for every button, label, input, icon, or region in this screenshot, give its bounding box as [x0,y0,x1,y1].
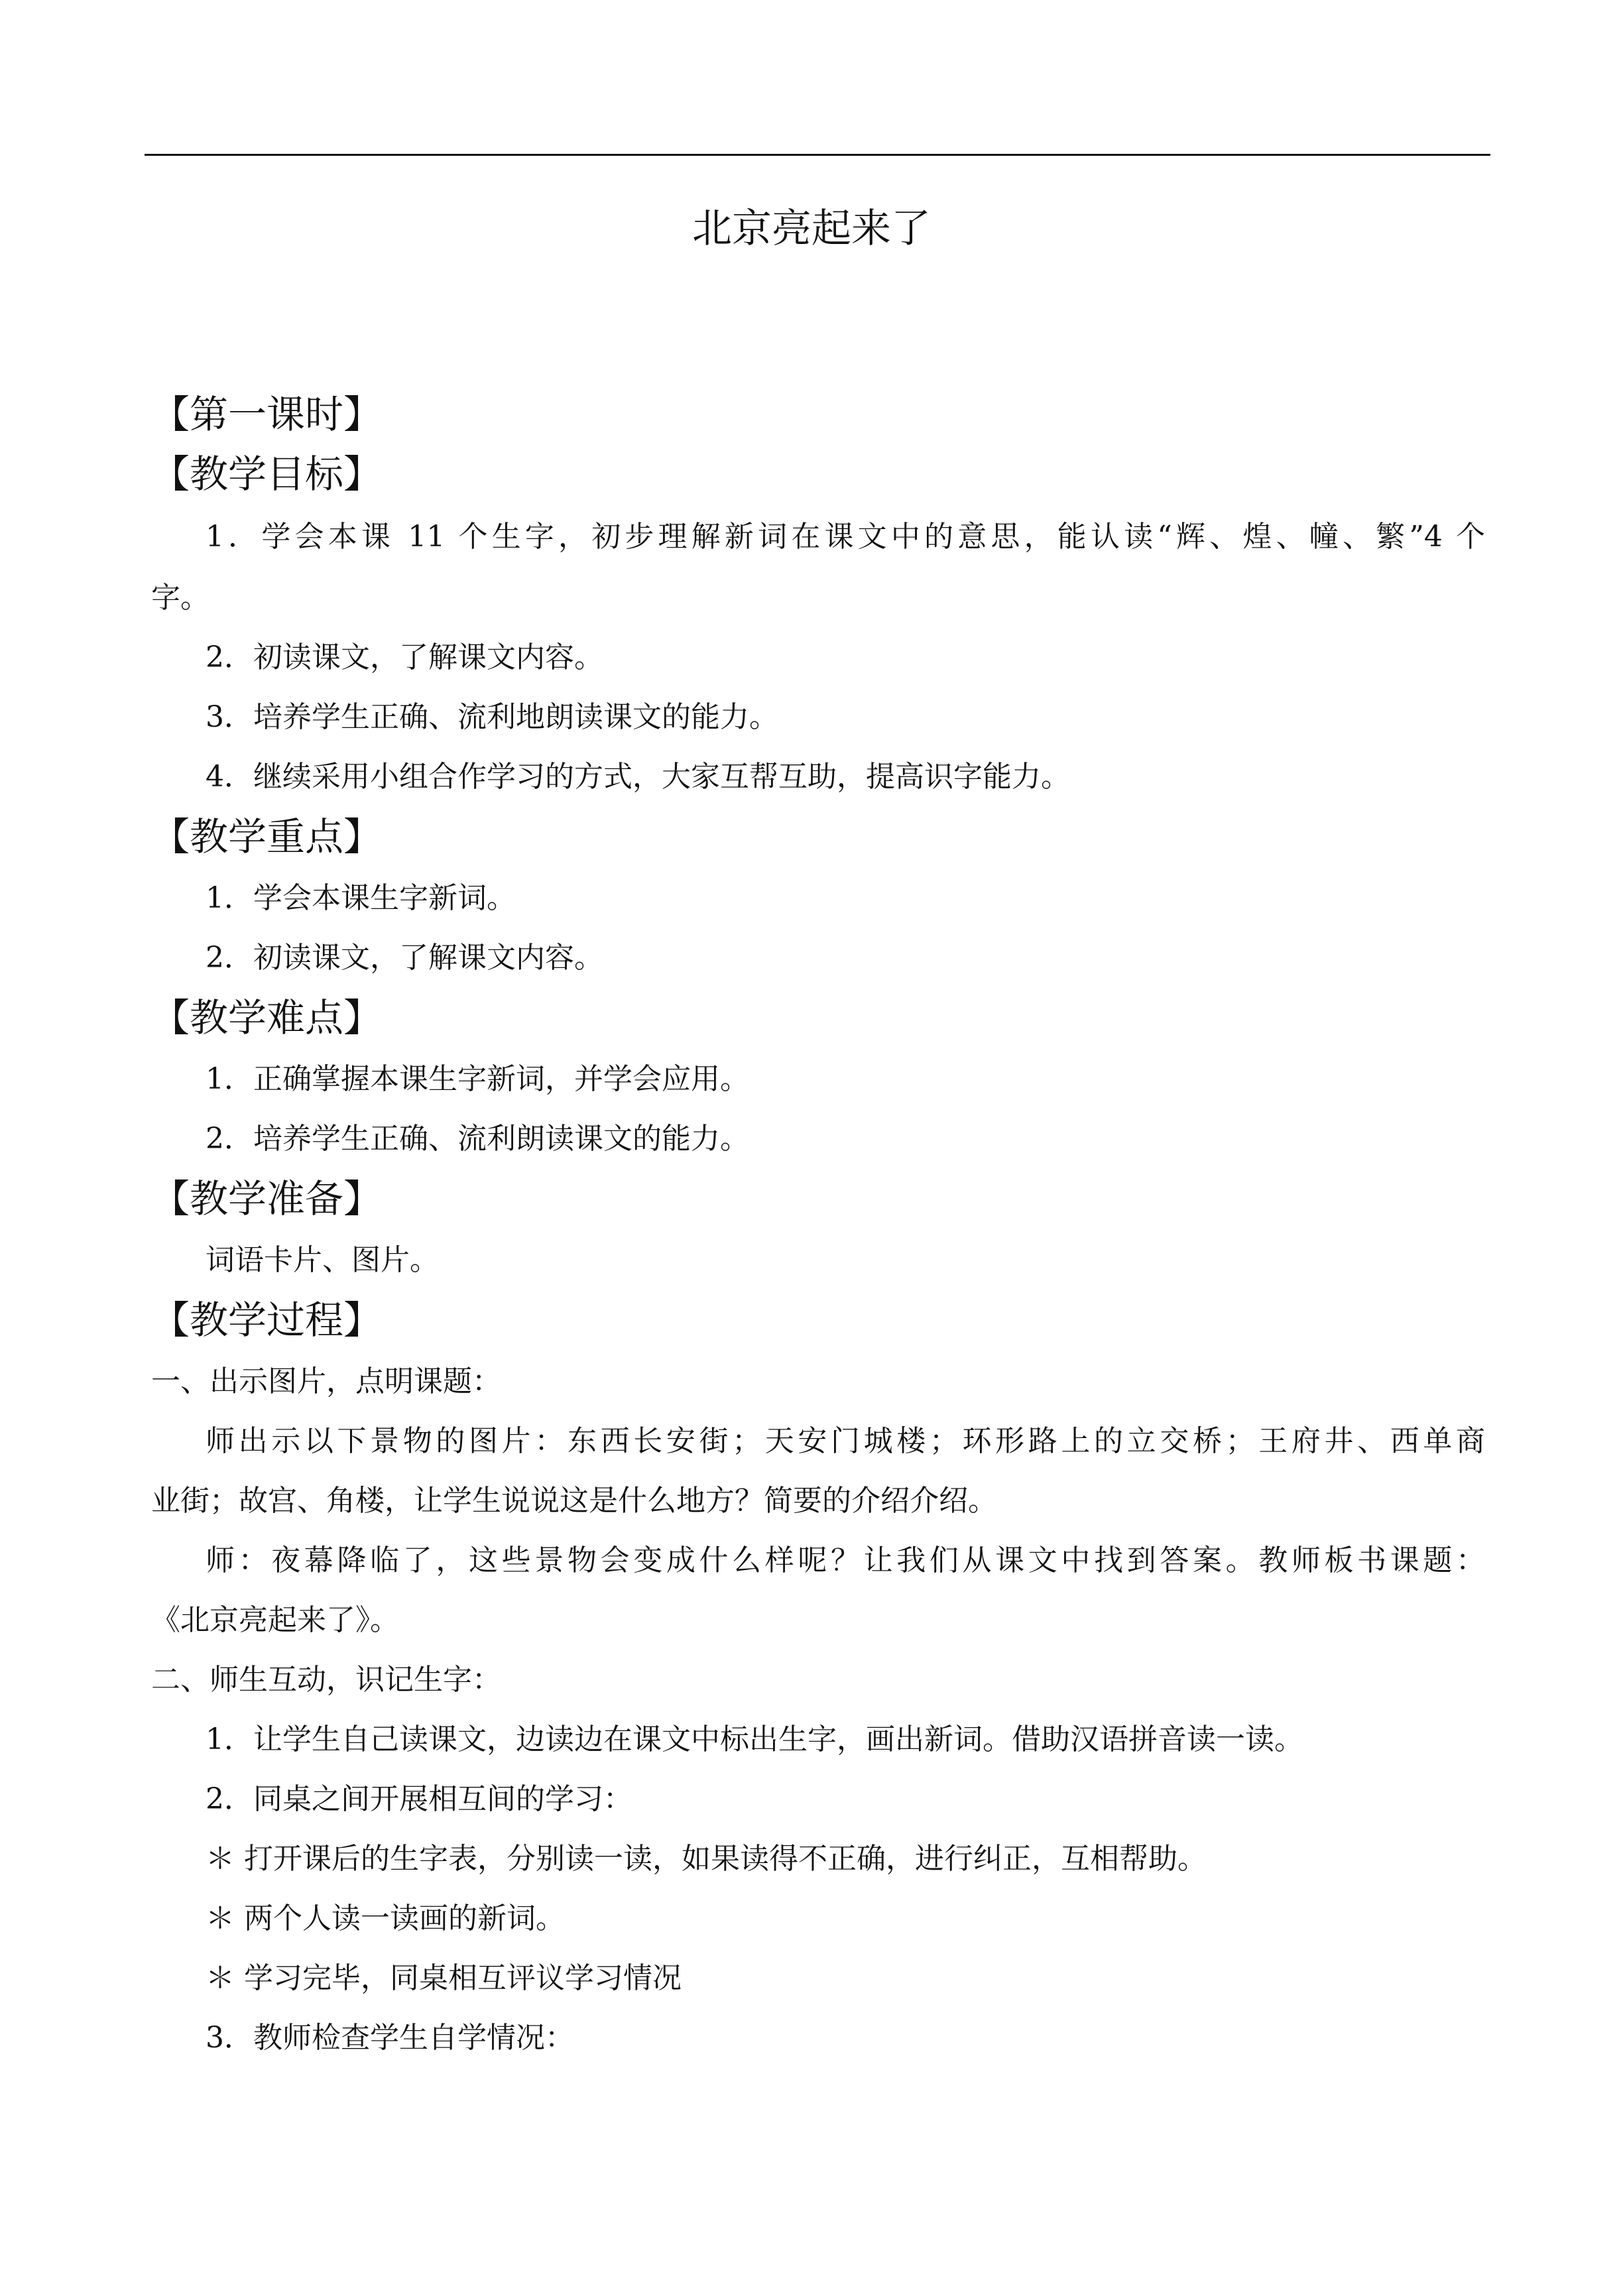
process-step-2-bullet-1: ＊ 打开课后的生字表，分别读一读，如果读得不正确，进行纠正，互相帮助。 [206,1842,1207,1876]
section-difficulties: 【教学难点】 [151,995,383,1040]
goal-1-line-1: 1．学会本课 11 个生字，初步理解新词在课文中的意思，能认读“辉、煌、幢、繁”4 个 [206,520,1485,554]
process-step-1-para-1-line-1: 师出示以下景物的图片：东西长安街；天安门城楼；环形路上的立交桥；王府井、西单商 [206,1424,1485,1458]
process-step-2-item-2: 2．同桌之间开展相互间的学习： [206,1782,632,1816]
section-goals: 【教学目标】 [151,452,383,497]
section-period: 【第一课时】 [151,392,383,437]
goal-4: 4．继续采用小组合作学习的方式，大家互帮互助，提高识字能力。 [206,760,1070,794]
key-point-1: 1．学会本课生字新词。 [206,881,516,915]
process-step-2-bullet-2: ＊ 两个人读一读画的新词。 [206,1902,565,1935]
goal-3: 3．培养学生正确、流利地朗读课文的能力。 [206,700,778,734]
goal-1-line-2: 字。 [151,581,210,615]
process-step-1-title: 一、出示图片，点明课题： [151,1364,501,1398]
process-step-1-para-1-line-2: 业街；故宫、角楼，让学生说说这是什么地方？简要的介绍介绍。 [151,1484,997,1518]
process-step-1-para-2-line-1: 师：夜幕降临了，这些景物会变成什么样呢？让我们从课文中找到答案。教师板书课题： [206,1543,1485,1577]
goal-2: 2．初读课文，了解课文内容。 [206,640,603,674]
process-step-1-para-2-line-2: 《北京亮起来了》。 [151,1603,399,1637]
page-title: 北京亮起来了 [692,206,931,252]
difficulty-2: 2．培养学生正确、流利朗读课文的能力。 [206,1122,749,1156]
section-preparation: 【教学准备】 [151,1176,383,1221]
process-step-2-item-3: 3．教师检查学生自学情况： [206,2021,574,2055]
section-process: 【教学过程】 [151,1298,383,1343]
process-step-2-item-1: 1．让学生自己读课文，边读边在课文中标出生字，画出新词。借助汉语拼音读一读。 [206,1722,1303,1756]
process-step-2-title: 二、师生互动，识记生字： [151,1663,501,1697]
section-key-points: 【教学重点】 [151,814,383,859]
process-step-2-bullet-3: ＊ 学习完毕，同桌相互评议学习情况 [206,1961,682,1995]
preparation-text: 词语卡片、图片。 [206,1243,439,1277]
header-rule [145,154,1490,156]
difficulty-1: 1．正确掌握本课生字新词，并学会应用。 [206,1062,749,1096]
key-point-2: 2．初读课文，了解课文内容。 [206,941,603,975]
